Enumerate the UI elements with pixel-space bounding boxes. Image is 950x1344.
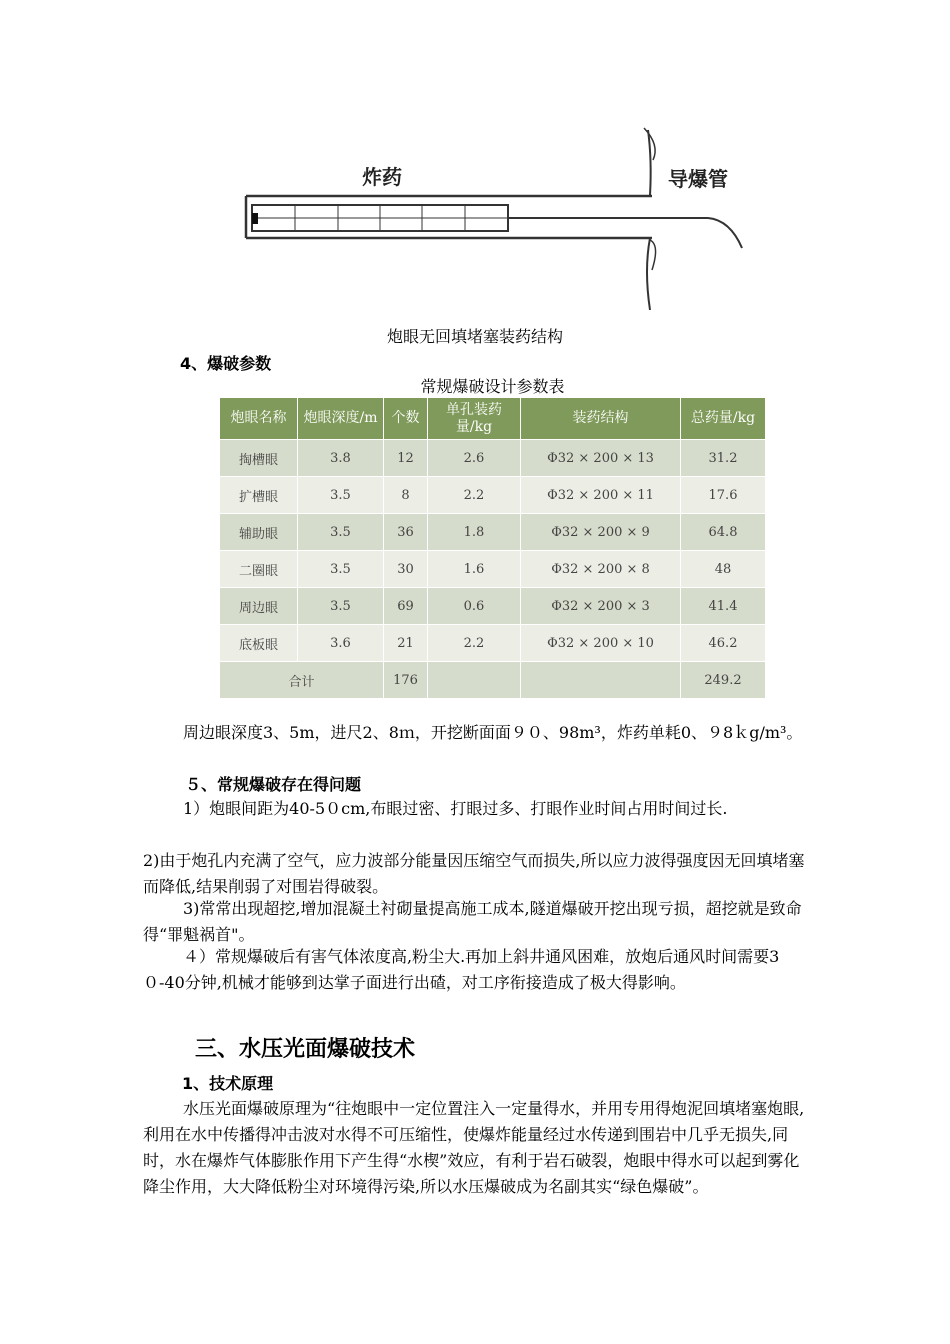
chapter-3-heading: 三、水压光面爆破技术 [195, 1037, 416, 1062]
cell-count: 21 [384, 625, 428, 662]
cell-total: 64.8 [681, 514, 766, 551]
cell-structure: Φ32 × 200 × 9 [521, 514, 681, 551]
cell-depth: 3.5 [298, 588, 384, 625]
cell-depth: 3.5 [298, 477, 384, 514]
charge-structure-diagram [240, 120, 760, 320]
table-row [220, 588, 766, 625]
figure-caption: 炮眼无回填堵塞装药结构 [386, 327, 563, 346]
problem-3: 3)常常出现超挖,增加混凝土衬砌量提高施工成本,隧道爆破开挖出现亏损，超挖就是致命得“罪魁祸首"。 [143, 899, 802, 944]
cell-hole-name: 辅助眼 [220, 514, 298, 551]
cell-hole-name: 掏槽眼 [220, 440, 298, 477]
rock-face-lower-hook [650, 240, 656, 270]
principle-paragraph: 水压光面爆破原理为“往炮眼中一定位置注入一定量得水，并用专用得炮泥回填堵塞炮眼,利用在水中传播得冲击波对水得不可压缩性，使爆炸能量经过水传递到围岩中几乎无损失,同时，水在爆炸气体膨胀作用下产生得“水楔”效应，有利于岩石破裂，炮眼中得水可以起到雾化降尘作用，大大降低粉尘对环境得污染,所以水压爆破成为名副其实“绿色爆破”。 [143, 1099, 805, 1196]
cell-total: 31.2 [681, 440, 766, 477]
header-total-charge: 总药量/kg [681, 398, 766, 440]
cell-total: 17.6 [681, 477, 766, 514]
cell-count: 36 [384, 514, 428, 551]
cell-structure: Φ32 × 200 × 11 [521, 477, 681, 514]
table-row [220, 551, 766, 588]
cell-hole-name: 扩槽眼 [220, 477, 298, 514]
table-row [220, 477, 766, 514]
paragraph-depth: 周边眼深度3、5m，进尺2、8ｍ，开挖断面面９０、98m³，炸药单耗0、９8ｋg/m³。 [183, 723, 803, 742]
header-charge-structure: 装药结构 [521, 398, 681, 440]
label-detonator-tube: 导爆管 [668, 167, 728, 191]
cell-total: 46.2 [681, 625, 766, 662]
cell-total-structure [521, 662, 681, 699]
cell-single-charge: 1.6 [428, 551, 521, 588]
header-hole-depth: 炮眼深度/m [298, 398, 384, 440]
cell-depth: 3.6 [298, 625, 384, 662]
problem-2: 2)由于炮孔内充满了空气，应力波部分能量因压缩空气而损失,所以应力波得强度因无回填堵塞而降低,结果削弱了对围岩得破裂。 [143, 851, 805, 896]
rock-face-lower [647, 238, 650, 310]
cell-structure: Φ32 × 200 × 3 [521, 588, 681, 625]
cell-total-label: 合计 [220, 662, 384, 699]
section-4-heading: 4、爆破参数 [180, 354, 272, 373]
cell-total-sum: 249.2 [681, 662, 766, 699]
cell-depth: 3.5 [298, 551, 384, 588]
cell-structure: Φ32 × 200 × 8 [521, 551, 681, 588]
cell-hole-name: 二圈眼 [220, 551, 298, 588]
cell-count: 12 [384, 440, 428, 477]
cell-count: 30 [384, 551, 428, 588]
table-total-row [220, 662, 766, 699]
detonating-tube-end [708, 218, 742, 248]
subsection-1-heading: 1、技术原理 [182, 1074, 274, 1093]
cell-structure: Φ32 × 200 × 13 [521, 440, 681, 477]
cell-total-single-charge [428, 662, 521, 699]
problem-4: ４）常规爆破后有害气体浓度高,粉尘大.再加上斜井通风困难，放炮后通风时间需要3０-40分钟,机械才能够到达掌子面进行出碴，对工序衔接造成了极大得影响。 [143, 947, 780, 992]
cell-depth: 3.5 [298, 514, 384, 551]
cell-depth: 3.8 [298, 440, 384, 477]
problem-1: 1）炮眼间距为40-5０cm,布眼过密、打眼过多、打眼作业时间占用时间过长. [183, 799, 728, 818]
cell-total-count: 176 [384, 662, 428, 699]
cell-single-charge: 2.2 [428, 625, 521, 662]
header-hole-name: 炮眼名称 [220, 398, 298, 440]
cell-count: 8 [384, 477, 428, 514]
cell-structure: Φ32 × 200 × 10 [521, 625, 681, 662]
cell-hole-name: 周边眼 [220, 588, 298, 625]
table-row [220, 625, 766, 662]
table-row [220, 514, 766, 551]
table-title: 常规爆破设计参数表 [420, 377, 565, 396]
cell-single-charge: 0.6 [428, 588, 521, 625]
section-5-heading: ５、常规爆破存在得问题 [185, 775, 362, 794]
cell-total: 48 [681, 551, 766, 588]
cell-single-charge: 2.6 [428, 440, 521, 477]
cell-single-charge: 2.2 [428, 477, 521, 514]
header-single-charge: 单孔装药量/kg [428, 398, 521, 440]
cell-single-charge: 1.8 [428, 514, 521, 551]
table-row [220, 440, 766, 477]
cell-hole-name: 底板眼 [220, 625, 298, 662]
cell-total: 41.4 [681, 588, 766, 625]
blasting-parameter-table [219, 397, 766, 699]
rock-face-upper [648, 130, 651, 195]
header-count: 个数 [384, 398, 428, 440]
cell-count: 69 [384, 588, 428, 625]
detonator [252, 213, 258, 224]
label-explosive: 炸药 [362, 165, 402, 189]
